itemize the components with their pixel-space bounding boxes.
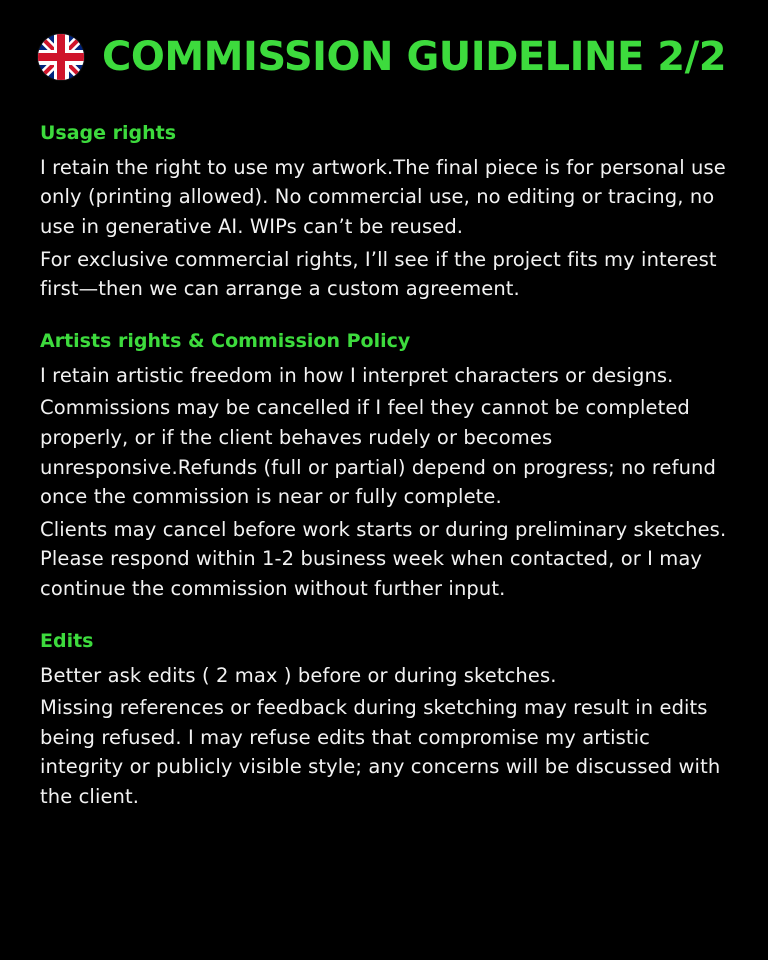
paragraph: I retain artistic freedom in how I interpret characters or designs. — [40, 363, 674, 387]
paragraph: Missing references or feedback during sketching may result in edits being refused. I may refuse edits that compromise my artistic integrity or publicly visible style; any concerns will be discussed with the client. — [40, 696, 721, 809]
uk-flag-icon — [38, 34, 84, 80]
section-heading: Artists rights & Commission Policy — [40, 329, 411, 352]
page-title: COMMISSION GUIDELINE 2/2 — [102, 34, 727, 80]
paragraph: Commissions may be cancelled if I feel they cannot be completed properly, or if the client behaves rudely or becomes unresponsive.Refunds (full or partial) depend on progress; no refund once the commission is near or fully complete. — [40, 396, 716, 509]
section-heading: Usage rights — [40, 122, 177, 144]
section-edits — [38, 630, 730, 812]
paragraph: For exclusive commercial rights, I’ll see if the project fits my interest first—then we can arrange a custom agreement. — [40, 247, 717, 301]
section-usage-rights — [38, 122, 730, 304]
paragraph: I retain the right to use my artwork.The final piece is for personal use only (printing allowed). No commercial use, no editing or tracing, no use in generative AI. WIPs can’t be reused. — [40, 155, 726, 239]
page-header — [38, 34, 730, 80]
paragraph: Better ask edits ( 2 max ) before or during sketches. — [40, 663, 557, 687]
paragraph: Clients may cancel before work starts or during preliminary sketches. Please respond within 1-2 business week when contacted, or I may continue the commission without further input. — [40, 517, 727, 601]
section-heading: Edits — [40, 629, 94, 652]
section-artists-rights — [38, 330, 730, 604]
